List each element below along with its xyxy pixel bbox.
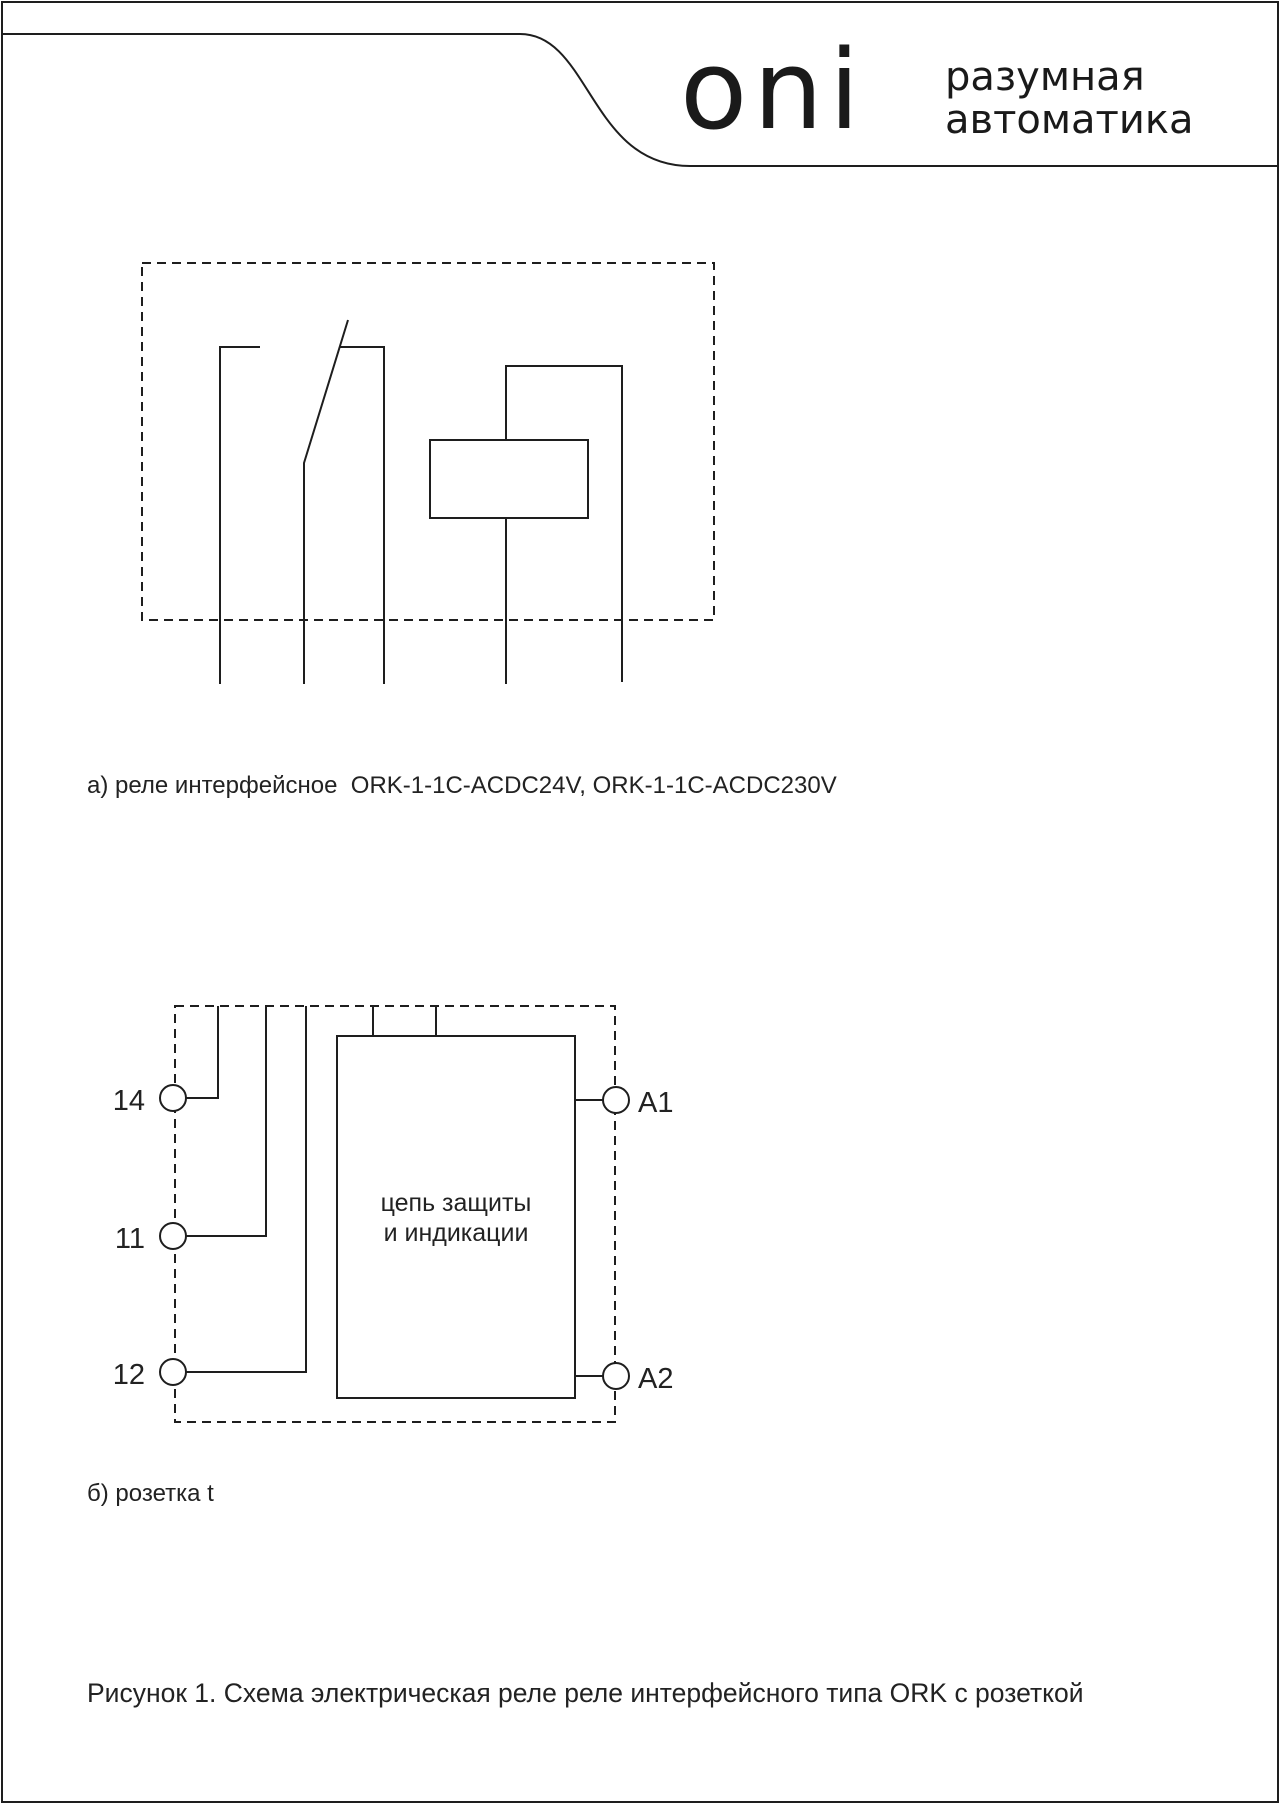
terminal-label-11: 11	[114, 1223, 145, 1255]
logo-tagline-line1: разумная	[945, 54, 1145, 100]
contact-common-blade	[304, 320, 348, 684]
terminal-11-circle	[160, 1223, 186, 1249]
wire-terminal-11	[186, 1006, 266, 1236]
terminal-14-circle	[160, 1085, 186, 1111]
logo-word: oni	[680, 26, 866, 154]
terminal-label-14: 14	[112, 1085, 145, 1117]
relay-housing-boundary	[142, 263, 714, 620]
module-label-line2: и индикации	[383, 1219, 529, 1247]
protection-indication-module	[337, 1036, 575, 1398]
relay-schematic	[142, 263, 714, 684]
wire-terminal-12	[186, 1006, 306, 1372]
relay-caption: а) реле интерфейсное ORK-1-1C-ACDC24V, ORK-1-1C-ACDC230V	[87, 772, 837, 799]
logo-tagline-line2: автоматика	[945, 97, 1194, 143]
terminal-a1-circle	[603, 1087, 629, 1113]
socket-caption: б) розетка t	[87, 1480, 214, 1507]
wire-terminal-14	[186, 1006, 218, 1098]
relay-coil	[430, 440, 588, 518]
terminal-12-circle	[160, 1359, 186, 1385]
module-label-line1: цепь защиты	[380, 1189, 532, 1217]
figure-caption: Рисунок 1. Схема электрическая реле реле интерфейсного типа ORK с розеткой	[87, 1678, 1084, 1708]
terminal-label-a1: A1	[638, 1087, 674, 1119]
contact-terminal-right	[340, 347, 384, 684]
terminal-label-12: 12	[112, 1359, 145, 1391]
module-label	[381, 1189, 532, 1247]
page-border	[2, 2, 1278, 1802]
contact-terminal-left	[220, 347, 260, 684]
terminal-a2-circle	[603, 1363, 629, 1389]
oni-logo	[680, 26, 1194, 154]
terminal-label-a2: A2	[638, 1363, 674, 1395]
coil-lead-left	[506, 366, 622, 682]
